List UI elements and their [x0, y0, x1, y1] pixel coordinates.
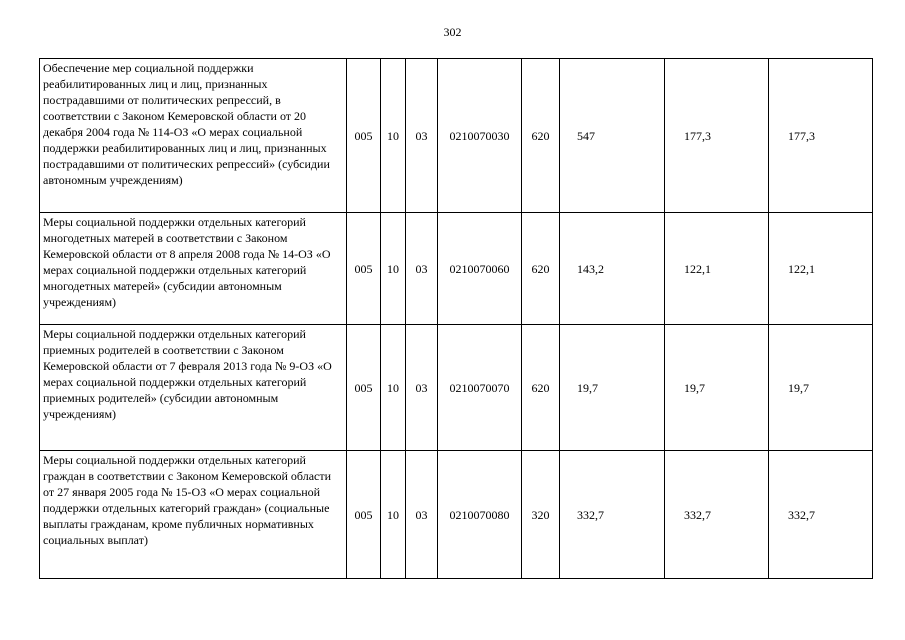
amount-2: 19,7 — [665, 325, 769, 451]
amount-3: 19,7 — [769, 325, 873, 451]
amount-3: 332,7 — [769, 451, 873, 579]
row-description: Меры социальной поддержки отдельных категорий приемных родителей в соответствии с Законом Кемеровской области от 7 февраля 2013 года № 9-ОЗ «О мерах социальной поддержки отдельных категорий приемных родителей» (субсидии автономным учреждениям) — [40, 325, 347, 451]
amount-2: 177,3 — [665, 59, 769, 213]
subsection-code: 03 — [406, 325, 438, 451]
target-article-code: 0210070070 — [438, 325, 522, 451]
expense-type-code: 620 — [522, 325, 560, 451]
amount-2: 332,7 — [665, 451, 769, 579]
ministry-code: 005 — [347, 213, 381, 325]
section-code: 10 — [381, 59, 406, 213]
ministry-code: 005 — [347, 59, 381, 213]
amount-1: 547 — [560, 59, 665, 213]
row-description: Меры социальной поддержки отдельных категорий многодетных матерей в соответствии с Законом Кемеровской области от 8 апреля 2008 года № 14-ОЗ «О мерах социальной поддержки отдельных категорий многодетных матерей» (субсидии автономным учреждениям) — [40, 213, 347, 325]
amount-3: 177,3 — [769, 59, 873, 213]
subsection-code: 03 — [406, 59, 438, 213]
amount-3: 122,1 — [769, 213, 873, 325]
target-article-code: 0210070080 — [438, 451, 522, 579]
table-row — [40, 59, 873, 213]
section-code: 10 — [381, 325, 406, 451]
section-code: 10 — [381, 451, 406, 579]
amount-1: 332,7 — [560, 451, 665, 579]
row-description: Меры социальной поддержки отдельных категорий граждан в соответствии с Законом Кемеровской области от 27 января 2005 года № 15-ОЗ «О мерах социальной поддержки отдельных категорий граждан» (социальные выплаты гражданам, кроме публичных нормативных социальных выплат) — [40, 451, 347, 579]
table-row — [40, 451, 873, 579]
ministry-code: 005 — [347, 451, 381, 579]
subsection-code: 03 — [406, 451, 438, 579]
page-number: 302 — [443, 25, 462, 39]
table-row — [40, 325, 873, 451]
budget-table — [39, 58, 873, 579]
amount-1: 19,7 — [560, 325, 665, 451]
table-row — [40, 213, 873, 325]
expense-type-code: 620 — [522, 213, 560, 325]
subsection-code: 03 — [406, 213, 438, 325]
amount-1: 143,2 — [560, 213, 665, 325]
amount-2: 122,1 — [665, 213, 769, 325]
target-article-code: 0210070030 — [438, 59, 522, 213]
row-description: Обеспечение мер социальной поддержки реабилитированных лиц и лиц, признанных пострадавшими от политических репрессий, в соответствии с Законом Кемеровской области от 20 декабря 2004 года № 114-ОЗ «О мерах социальной поддержки реабилитированных лиц и лиц, признанных пострадавшими от политических репрессий» (субсидии автономным учреждениям) — [40, 59, 347, 213]
ministry-code: 005 — [347, 325, 381, 451]
expense-type-code: 320 — [522, 451, 560, 579]
expense-type-code: 620 — [522, 59, 560, 213]
section-code: 10 — [381, 213, 406, 325]
target-article-code: 0210070060 — [438, 213, 522, 325]
